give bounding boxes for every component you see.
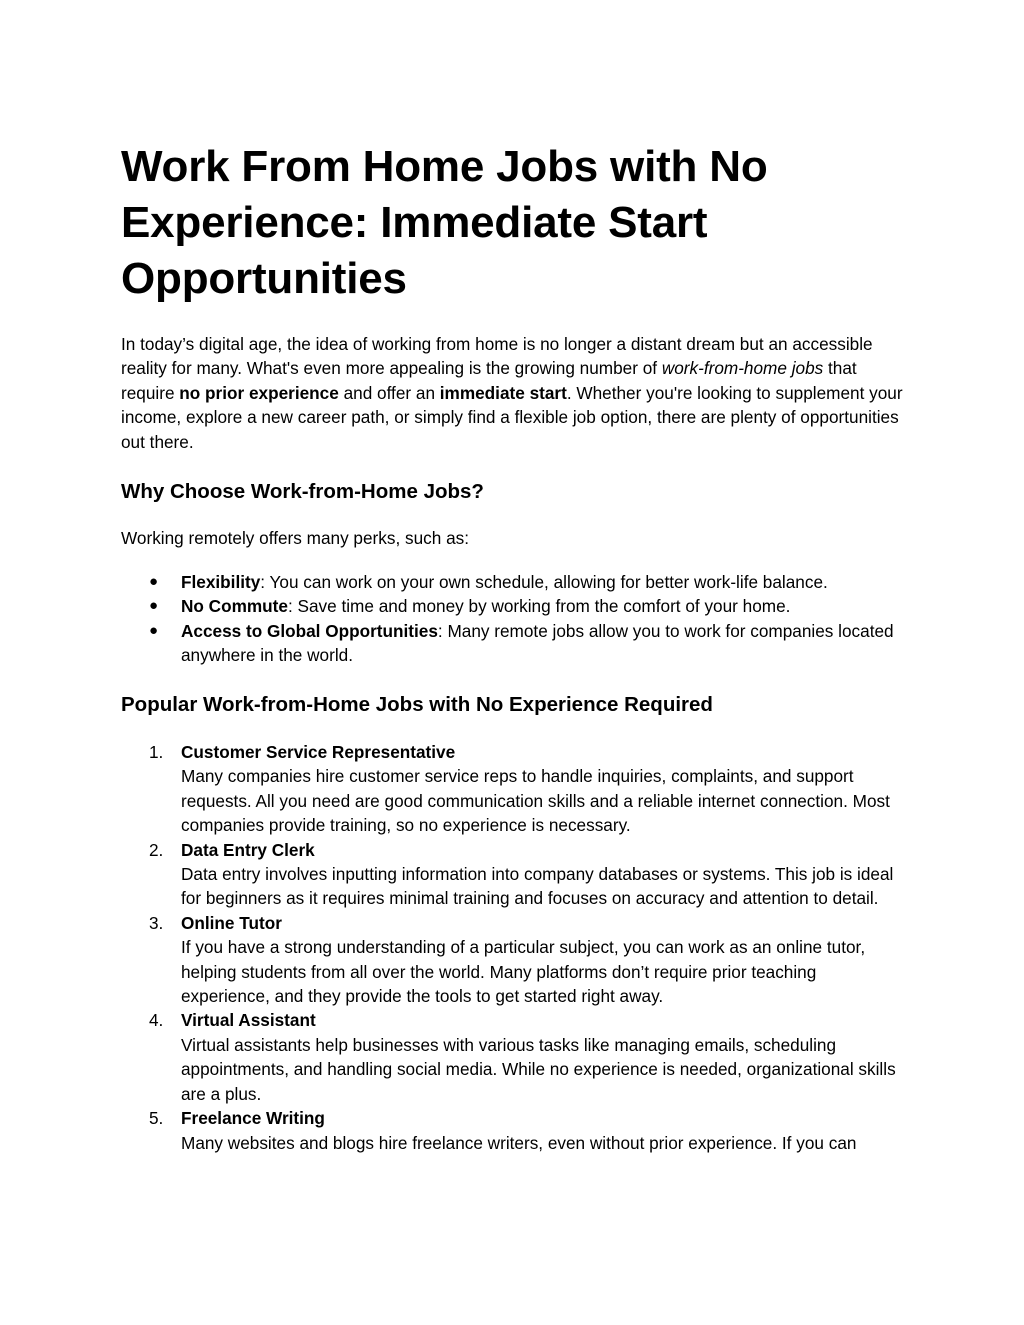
list-number: 3. xyxy=(149,912,164,933)
job-title: Virtual Assistant xyxy=(181,1010,316,1031)
intro-italic-text: work-from-home jobs xyxy=(661,358,824,379)
list-number: 5. xyxy=(149,1108,164,1129)
perk-text: : You can work on your own schedule, allowing for better work-life balance. xyxy=(260,572,828,592)
perk-term: Flexibility xyxy=(181,572,261,592)
list-item xyxy=(121,570,906,594)
perk-term: No Commute xyxy=(181,596,288,617)
intro-bold-text: immediate start xyxy=(439,382,567,403)
list-item xyxy=(121,740,906,838)
job-title: Online Tutor xyxy=(181,912,282,933)
intro-text: and offer an xyxy=(338,382,440,403)
list-item xyxy=(121,594,906,618)
perks-intro-text: Working remotely offers many perks, such as: xyxy=(121,528,470,548)
bullet-icon: ● xyxy=(149,597,159,615)
section-heading-why: Why Choose Work-from-Home Jobs? xyxy=(121,480,484,503)
page-title: Work From Home Jobs with No Experience: Immediate Start Opportunities xyxy=(121,142,768,303)
list-item xyxy=(121,1008,906,1106)
job-title: Data Entry Clerk xyxy=(181,839,315,860)
intro-text: In today’s digital age, the idea of working from home is no longer a distant dream but an accessible reality for many. What's even more appealing is the growing number of xyxy=(121,334,873,379)
list-item xyxy=(121,619,906,668)
bullet-icon: ● xyxy=(149,621,159,639)
intro-text: . Whether you're looking to supplement your income, explore a new career path, or simply find a flexible job option, there are plenty of opportunities out there. xyxy=(121,382,903,452)
list-item xyxy=(121,911,906,1009)
job-description: Many websites and blogs hire freelance writers, even without prior experience. If you can xyxy=(181,1132,857,1153)
intro-paragraph xyxy=(121,332,906,454)
list-number: 4. xyxy=(149,1010,164,1031)
job-description: Virtual assistants help businesses with various tasks like managing emails, scheduling appointments, and handling social media. While no experience is needed, organizational skills are a plus. xyxy=(181,1034,896,1104)
job-description: Many companies hire customer service reps to handle inquiries, complaints, and support requests. All you need are good communication skills and a reliable internet connection. Most companies provide training, so no experience is necessary. xyxy=(181,766,890,836)
jobs-list xyxy=(121,740,906,1155)
perk-text: : Many remote jobs allow you to work for companies located anywhere in the world. xyxy=(181,620,894,666)
job-description: Data entry involves inputting information into company databases or systems. This job is ideal for beginners as it requires minimal training and focuses on accuracy and attention to detail. xyxy=(181,864,894,909)
job-title: Freelance Writing xyxy=(181,1108,325,1129)
perks-list xyxy=(121,570,906,668)
list-item xyxy=(121,1106,906,1155)
job-description: If you have a strong understanding of a particular subject, you can work as an online tutor, helping students from all over the world. Many platforms don’t require prior teaching experience, and they provide the tools to get started right away. xyxy=(181,937,866,1007)
list-number: 1. xyxy=(149,742,164,762)
perk-term: Access to Global Opportunities xyxy=(181,620,438,641)
section-heading-popular-jobs: Popular Work-from-Home Jobs with No Experience Required xyxy=(121,693,713,716)
intro-bold-text: no prior experience xyxy=(179,382,339,403)
intro-text: that require xyxy=(121,358,857,403)
job-title: Customer Service Representative xyxy=(181,742,456,762)
perk-text: : Save time and money by working from the comfort of your home. xyxy=(287,596,791,617)
list-number: 2. xyxy=(149,839,164,860)
bullet-icon: ● xyxy=(149,573,159,590)
list-item xyxy=(121,838,906,911)
